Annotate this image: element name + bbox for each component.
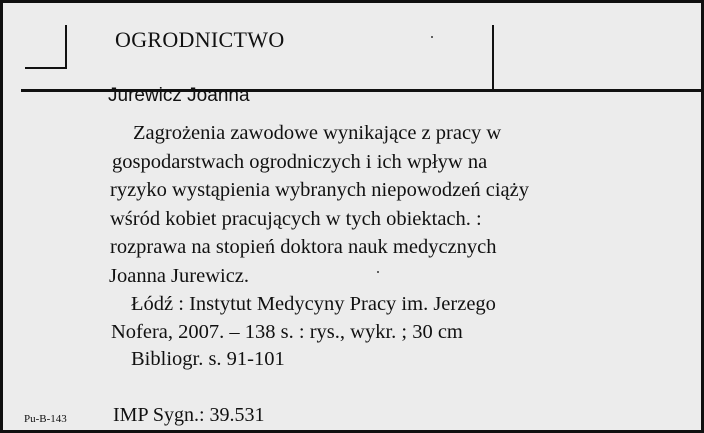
author-name: Jurewicz Joanna	[108, 85, 250, 106]
subject-heading: OGRODNICTWO	[115, 27, 285, 52]
imprint-line: Nofera, 2007. – 138 s. : rys., wykr. ; 30 cm	[111, 321, 463, 343]
title-line: rozprawa na stopień doktora nauk medycznych	[110, 236, 497, 258]
title-line: Joanna Jurewicz.	[109, 265, 250, 287]
title-line: wśród kobiet pracujących w tych obiektach. :	[110, 208, 482, 230]
paper-speck	[377, 271, 379, 273]
bibliography-note: Bibliogr. s. 91-101	[131, 348, 285, 370]
paper-speck	[431, 36, 433, 38]
title-line: ryzyko wystąpienia wybranych niepowodzeń ciąży	[110, 179, 529, 201]
vertical-rule	[492, 25, 494, 91]
corner-bracket-mark	[25, 25, 67, 69]
title-line: gospodarstwach ogrodniczych i ich wpływ na	[112, 151, 488, 173]
shelf-mark: Pu-B-143	[24, 413, 67, 425]
title-line: Zagrożenia zawodowe wynikające z pracy w	[133, 122, 502, 144]
call-number: IMP Sygn.: 39.531	[113, 404, 265, 426]
imprint-line: Łódź : Instytut Medycyny Pracy im. Jerzego	[131, 293, 496, 315]
